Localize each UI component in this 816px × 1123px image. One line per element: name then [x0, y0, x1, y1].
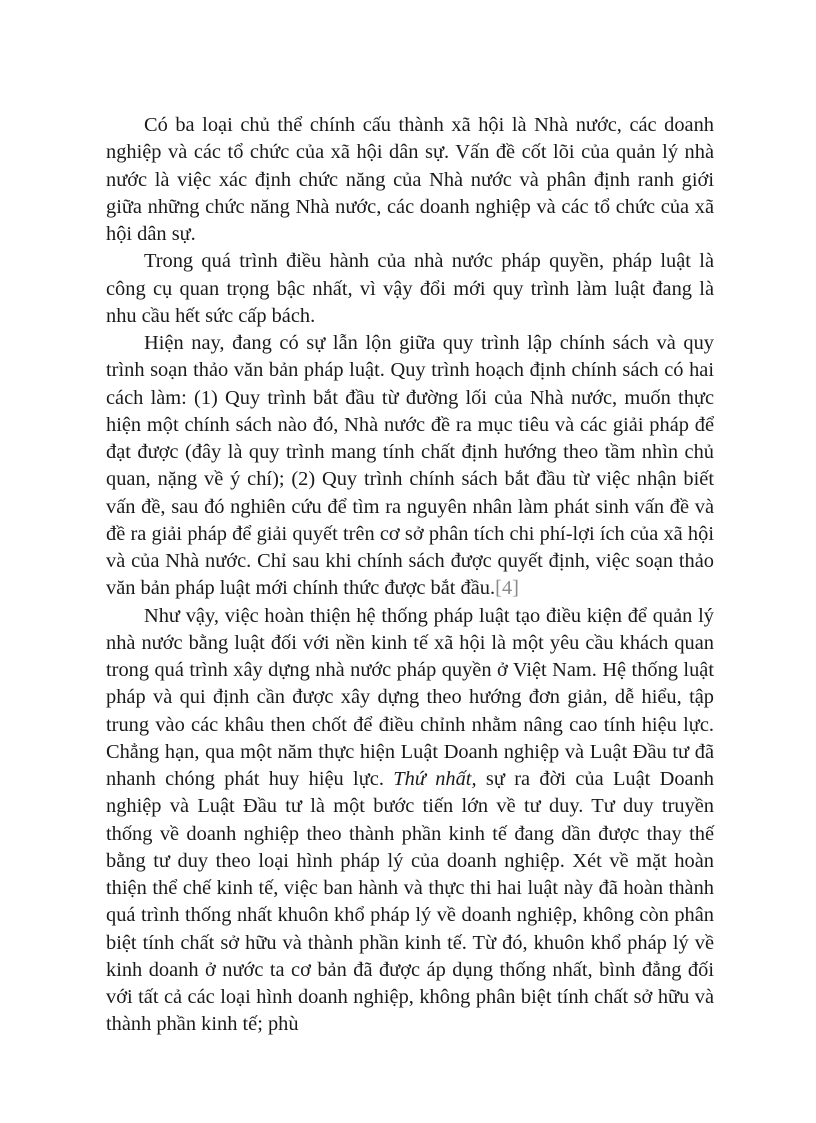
body-text [106, 112, 714, 1039]
paragraph-3-text: Hiện nay, đang có sự lẫn lộn giữa quy trình lập chính sách và quy trình soạn thảo văn bản pháp luật. Quy trình hoạch định chính sách có hai cách làm: (1) Quy trình bắt đầu từ đường lối của Nhà nước, muốn thực hiện một chính sách nào đó, Nhà nước đề ra mục tiêu và các giải pháp để đạt được (đây là quy trình mang tính chất định hướng theo tầm nhìn chủ quan, nặng về ý chí); (2) Quy trình chính sách bắt đầu từ việc nhận biết vấn đề, sau đó nghiên cứu để tìm ra nguyên nhân làm phát sinh vấn đề và đề ra giải pháp để giải quyết trên cơ sở phân tích chi phí-lợi ích của xã hội và của Nhà nước. Chỉ sau khi chính sách được quyết định, việc soạn thảo văn bản pháp luật mới chính thức được bắt đầu. [106, 332, 714, 600]
paragraph-2 [106, 248, 714, 330]
paragraph-2-text: Trong quá trình điều hành của nhà nước pháp quyền, pháp luật là công cụ quan trọng bậc nhất, vì vậy đổi mới quy trình làm luật đang là nhu cầu hết sức cấp bách. [106, 250, 714, 327]
citation-link[interactable]: [4] [495, 577, 519, 600]
paragraph-4 [106, 603, 714, 1039]
paragraph-4-emphasis: Thứ nhất, [393, 768, 477, 790]
paragraph-3 [106, 330, 714, 603]
paragraph-4-text-before: Như vậy, việc hoàn thiện hệ thống pháp luật tạo điều kiện để quản lý nhà nước bằng luật đối với nền kinh tế xã hội là một yêu cầu khách quan trong quá trình xây dựng nhà nước pháp quyền ở Việt Nam. Hệ thống luật pháp và qui định cần được xây dựng theo hướng đơn giản, dễ hiểu, tập trung vào các khâu then chốt để điều chỉnh nhằm nâng cao tính hiệu lực. Chẳng hạn, qua một năm thực hiện Luật Doanh nghiệp và Luật Đầu tư đã nhanh chóng phát huy hiệu lực. [106, 604, 714, 790]
paragraph-1-text: Có ba loại chủ thể chính cấu thành xã hội là Nhà nước, các doanh nghiệp và các tổ chức của xã hội dân sự. Vấn đề cốt lõi của quản lý nhà nước là việc xác định chức năng của Nhà nước và phân định ranh giới giữa những chức năng Nhà nước, các doanh nghiệp và các tổ chức của xã hội dân sự. [106, 114, 714, 245]
paragraph-4-text-after: sự ra đời của Luật Doanh nghiệp và Luật Đầu tư là một bước tiến lớn về tư duy. Tư duy truyền thống về doanh nghiệp theo thành phần kinh tế đang dần được thay thế bằng tư duy theo loại hình pháp lý của doanh nghiệp. Xét về mặt hoàn thiện thể chế kinh tế, việc ban hành và thực thi hai luật này đã hoàn thành quá trình thống nhất khuôn khổ pháp lý về doanh nghiệp, không còn phân biệt tính chất sở hữu và thành phần kinh tế. Từ đó, khuôn khổ pháp lý về kinh doanh ở nước ta cơ bản đã được áp dụng thống nhất, bình đẳng đối với tất cả các loại hình doanh nghiệp, không phân biệt tính chất sở hữu và thành phần kinh tế; phù [106, 768, 714, 1036]
paragraph-1 [106, 112, 714, 248]
